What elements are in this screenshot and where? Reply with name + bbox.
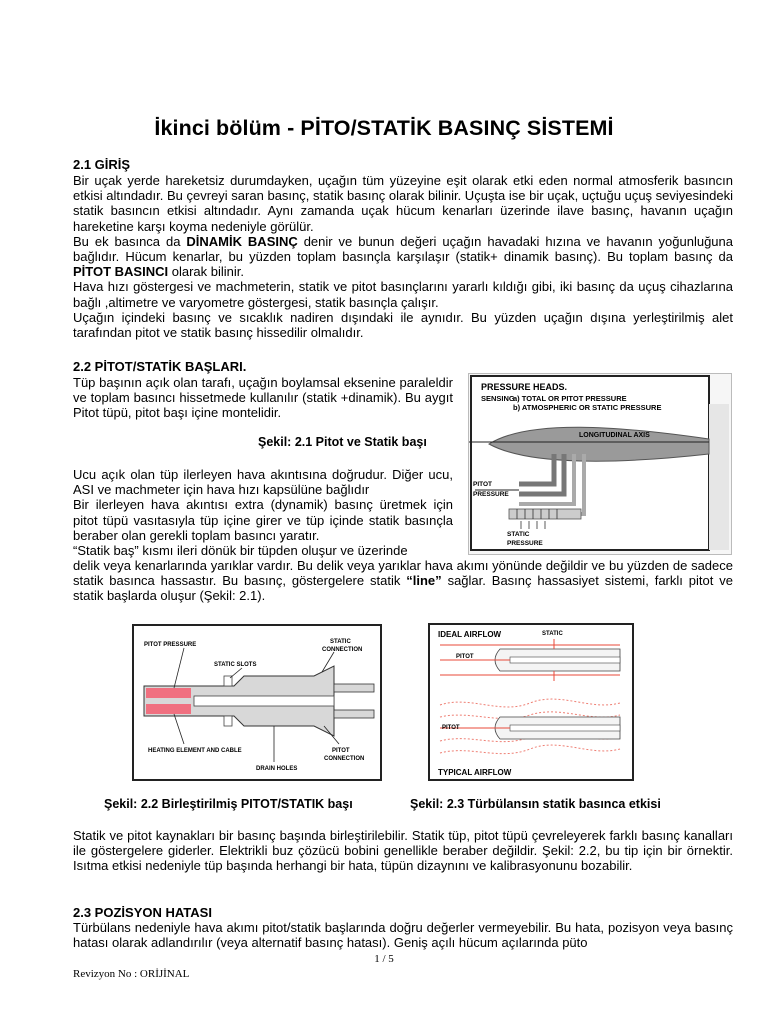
heating-element-top bbox=[146, 688, 191, 698]
section-pitot-statik-body-wide bbox=[73, 558, 733, 604]
pitot-label-2: PRESSURE bbox=[473, 491, 509, 498]
pitot-channel bbox=[194, 696, 334, 706]
paragraph: Türbülans nedeniyle hava akımı pitot/statik başlarında doğru değerler vermeyebilir. Bu hata, pozisyon veya basınç hatası olarak adlandırılır (veya alternatif basınç hatası). Geniş açılı hücum açılarında püto bbox=[73, 920, 733, 951]
ideal-pitot-channel bbox=[510, 657, 620, 663]
text-run: Bu ek basınca da bbox=[73, 233, 187, 249]
paragraph: “Statik baş” kısmı ileri dönük bir tüpden oluşur ve üzerinde bbox=[73, 543, 408, 559]
section-pitot-statik-body-mid bbox=[73, 467, 453, 558]
pitot-pressure-label: PITOT PRESSURE bbox=[144, 642, 197, 648]
figure-2-1-pressure-heads bbox=[468, 373, 732, 555]
paragraph: Statik ve pitot kaynakları bir basınç başında birleştirilebilir. Statik tüp, pitot tüpü çevreleyerek farklı basınç kanalları ile göstergelere giderler. Elektrikli buz çözücü bobini genellikle beraber değildir. Şekil: 2.2, bu tip için bir örnektir. Isıtma etkisi nedeniyle tüp başında herhangi bir hata, tüpün dizaynını ve kalibrasyonunu bozabilir. bbox=[73, 828, 733, 874]
static-label: STATIC bbox=[542, 631, 563, 637]
figure-caption-2-2: Şekil: 2.2 Birleştirilmiş PITOT/STATIK başı bbox=[104, 797, 353, 811]
bold-term-dinamik-basinc: DİNAMİK BASINÇ bbox=[186, 233, 298, 249]
bleed-background bbox=[709, 404, 729, 550]
section-heading-giris: 2.1 GİRİŞ bbox=[73, 157, 131, 172]
bold-term-pitot-basinci: PİTOT BASINCI bbox=[73, 264, 169, 280]
text-run: olarak bilinir. bbox=[168, 264, 244, 280]
text-run: sağlar. Basınç hassasiyet sistemi, farklı pitot ve statik başlarda oluşur (Şekil: 2.1). bbox=[73, 573, 733, 604]
ideal-airflow-label: IDEAL AIRFLOW bbox=[438, 630, 502, 639]
static-connection-label-2: CONNECTION bbox=[322, 647, 363, 653]
static-label-1: STATIC bbox=[507, 531, 530, 538]
airflow-diagram bbox=[430, 625, 632, 779]
paragraph: Ucu açık olan tüp ilerleyen hava akıntısına doğrudur. Diğer ucu, ASI ve machmeter için hava hızı kapsülüne bağlıdır bbox=[73, 467, 453, 498]
pitot-label-1: PITOT bbox=[473, 481, 493, 488]
paragraph: Bir ilerleyen hava akıntısı extra (dynamik) basınç üretmek için pitot tüpü vasıtasıyla tüp içine girer ve tüp içinde statik basınçla beraber olan gerekli toplam basıncı yaratır. bbox=[73, 497, 453, 543]
figure-caption-2-3: Şekil: 2.3 Türbülansın statik basınca etkisi bbox=[410, 797, 661, 811]
static-connection-label-1: STATIC bbox=[330, 639, 351, 645]
figure-2-3-airflow bbox=[428, 623, 634, 781]
figure-caption-2-1: Şekil: 2.1 Pitot ve Statik başı bbox=[258, 435, 427, 449]
typical-airflow-label: TYPICAL AIRFLOW bbox=[438, 768, 512, 777]
section-pozisyon-hatasi-body bbox=[73, 920, 733, 950]
static-connection-pipe bbox=[334, 684, 374, 692]
pitot-label-top: PITOT bbox=[456, 654, 474, 660]
typical-pitot-channel bbox=[510, 725, 620, 731]
sensing-a-label: a) TOTAL OR PITOT PRESSURE bbox=[513, 394, 627, 403]
pitot-connection-label-2: CONNECTION bbox=[324, 756, 365, 762]
combined-head-diagram bbox=[134, 626, 380, 779]
text-run: denir ve bunun değeri uçağın havadaki hızına ve havanın yoğunluğuna bağlıdır. Hücum kenarlar, bu yüzden toplam basınçla karşılaşır (statik+ dinamik basınç). Bu toplam basınç da bbox=[73, 233, 733, 265]
paragraph bbox=[73, 558, 733, 604]
static-label-2: PRESSURE bbox=[507, 540, 543, 547]
revision-note: Revizyon No : ORİJİNAL bbox=[73, 968, 190, 980]
pitot-label-bottom: PITOT bbox=[442, 725, 460, 731]
section-heading-pozisyon-hatasi: 2.3 POZİSYON HATASI bbox=[73, 905, 212, 920]
static-port-block bbox=[509, 509, 581, 519]
pitot-connection-pipe bbox=[334, 710, 374, 718]
bold-term-line: “line” bbox=[406, 573, 442, 589]
page-number: 1 / 5 bbox=[374, 953, 394, 965]
paragraph: Bir uçak yerde hareketsiz durumdayken, uçağın tüm yüzeyine eşit olarak etki eden normal atmosferik basıncın etkisi altındadır. Bu çevreyi saran basınç, statik basınç olarak bilinir. Uçuşta ise bir uçak, uçtuğu uçuş seviyesindeki statik basıncın etkisi altındadır. Aynı zamanda uçak hücum kenarları üzerinde ilave basınç, havanın uçağın hareketine karşı koyma nedeniyle görülür. bbox=[73, 173, 733, 234]
paragraph: Hava hızı göstergesi ve machmeterin, statik ve pitot basınçlarını yararlı kıldığı gibi, iki basınç da uçuş cihazlarına bağlı ,altimetre ve varyometre göstergesi, statik basınçla çalışır. bbox=[73, 279, 733, 310]
sensing-label: SENSING bbox=[481, 394, 515, 403]
text-run: delik veya kenarlarında yarıklar vardır. Bu delik veya yarıklar hava akımı yönünde değildir ve bu yüzden de sadece statik basınca hassastır. Bu basınç, göstergelere statik bbox=[73, 558, 733, 589]
static-slots-label: STATIC SLOTS bbox=[214, 662, 257, 668]
sensing-b-label: b) ATMOSPHERIC OR STATIC PRESSURE bbox=[513, 403, 662, 412]
paragraph: Uçağın içindeki basınç ve sıcaklık nadiren dışındaki ile aynıdır. Bu yüzden uçağın dışına yerleştirilmiş alet tarafından pitot ve statik basınç hissedilir olmalıdır. bbox=[73, 309, 733, 341]
pressure-heads-diagram bbox=[469, 374, 731, 554]
diagram-heading: PRESSURE HEADS. bbox=[481, 382, 568, 392]
section-giris-body bbox=[73, 173, 733, 340]
pitot-connection-label-1: PITOT bbox=[332, 748, 350, 754]
section-pitot-statik-body-top bbox=[73, 375, 453, 421]
paragraph: Tüp başının açık olan tarafı, uçağın boylamsal eksenine paraleldir ve toplam basıncı hissetmede kullanılır (statik +dinamik). Bu aygıt Pitot tüpü, pitot başı içine montelidir. bbox=[73, 375, 453, 421]
section-pitot-statik-body-bottom bbox=[73, 828, 733, 874]
page-title: İkinci bölüm - PİTO/STATİK BASINÇ SİSTEMİ bbox=[154, 116, 614, 140]
drain-holes-label: DRAIN HOLES bbox=[256, 766, 298, 772]
section-heading-pitot-statik: 2.2 PİTOT/STATİK BAŞLARI. bbox=[73, 359, 247, 374]
figure-2-2-combined-head bbox=[132, 624, 382, 781]
heating-label: HEATING ELEMENT AND CABLE bbox=[148, 748, 242, 754]
heating-element-bottom bbox=[146, 704, 191, 714]
axis-label: LONGITUDINAL AXIS bbox=[579, 432, 650, 439]
paragraph bbox=[73, 234, 733, 280]
